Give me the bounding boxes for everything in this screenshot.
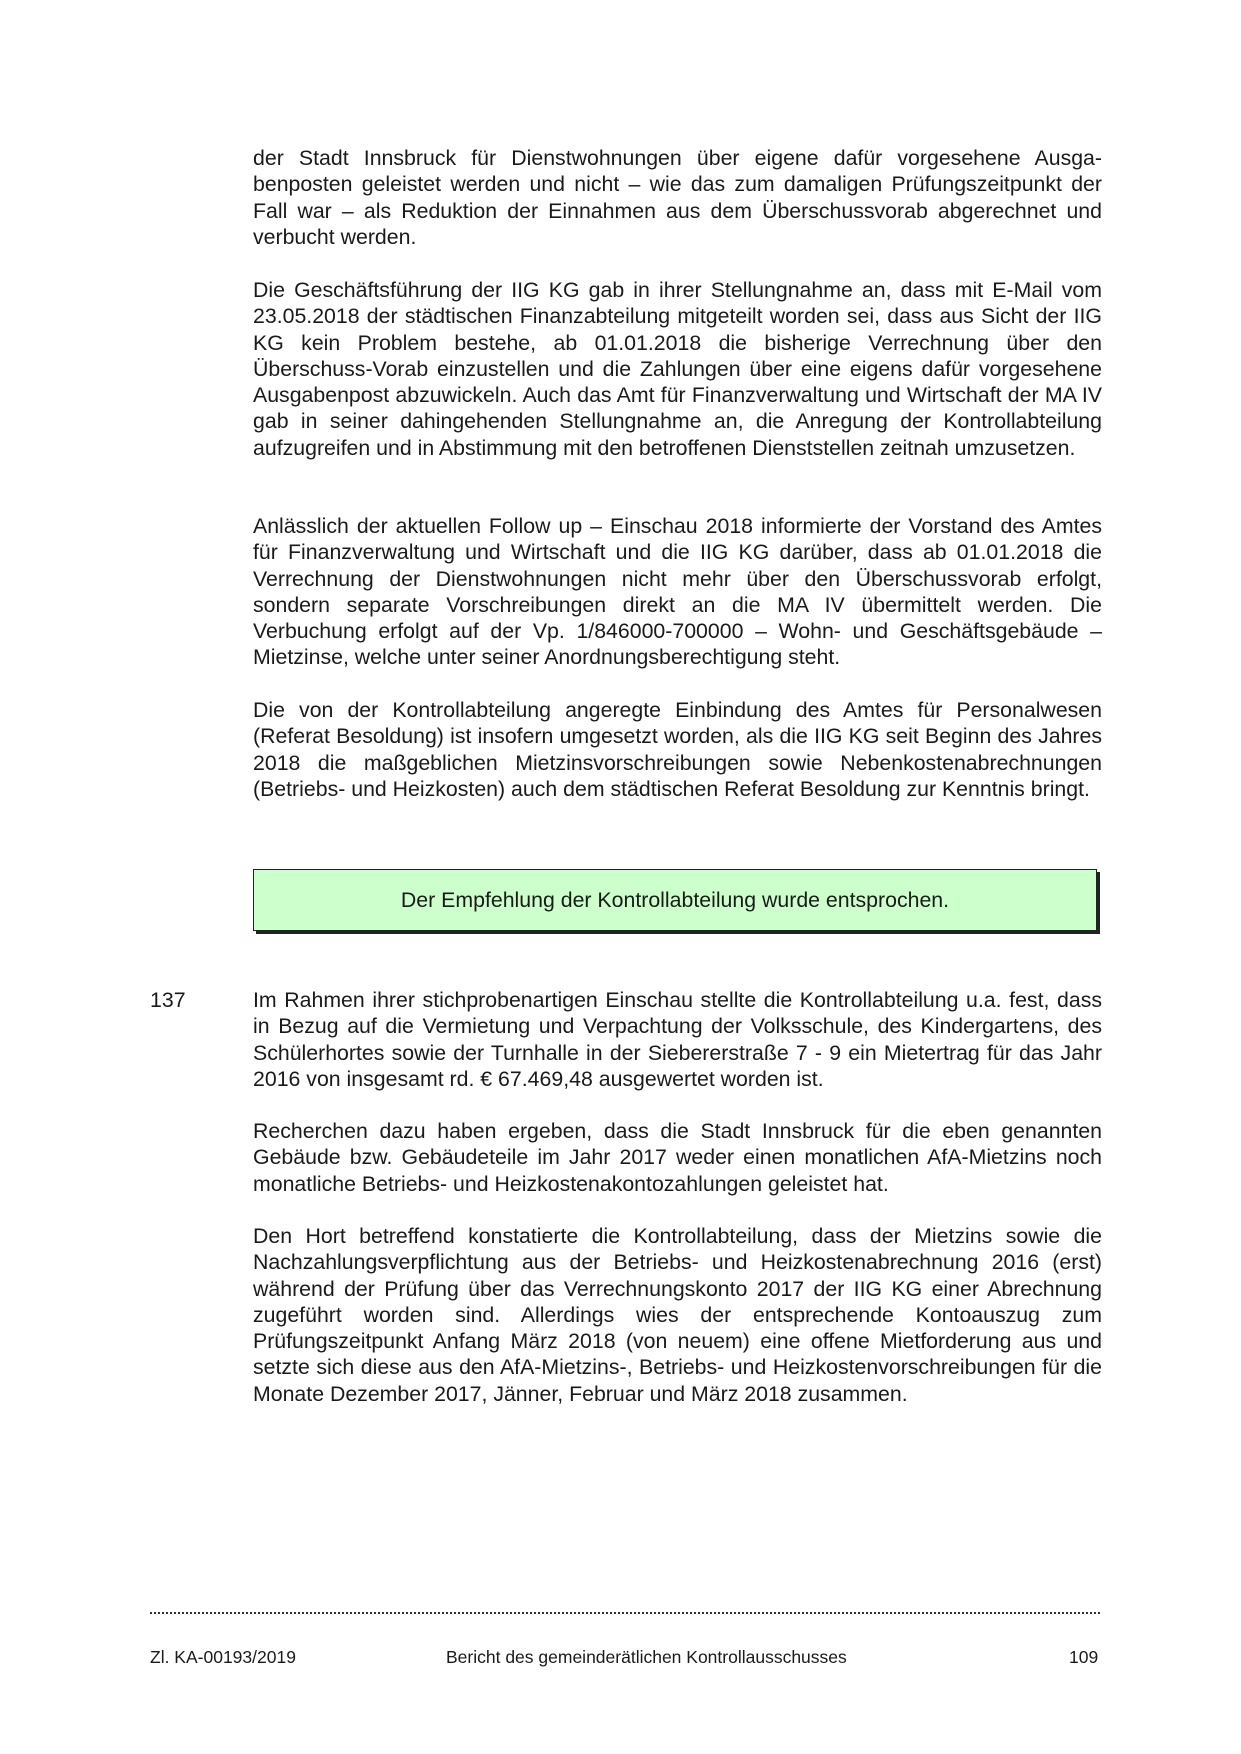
paragraph-management-statement: Die Geschäftsführung der IIG KG gab in ihrer Stellungnahme an, dass mit E-Mail vom 23.05.2018 der städtischen Finanzabteilung mitgeteilt worden sei, dass aus Sicht der IIG KG kein Problem bestehe, ab 01.01.2018 die bisherige Verrechnung über den Überschuss-Vorab einzustellen und die Zahlungen über eine eigens dafür vorgesehene Ausgabenpost abzuwickeln. Auch das Amt für Finanzverwaltung und Wirtschaft der MA IV gab in seiner dahingehenden Stellungnahme an, die Anregung der Kontrollabteilung aufzugreifen und in Abstimmung mit den betroffenen Dienststellen zeitnah umzusetzen. bbox=[253, 278, 1102, 460]
paragraph-number: 137 bbox=[150, 988, 186, 1012]
footer-dotted-rule bbox=[150, 1598, 1100, 1614]
footer-report-title: Bericht des gemeinderätlichen Kontrollausschusses bbox=[446, 1647, 847, 1667]
recommendation-status-box bbox=[253, 869, 1097, 931]
footer-page-number: 109 bbox=[1069, 1647, 1099, 1667]
paragraph-hort-findings: Den Hort betreffend konstatierte die Kontrollabteilung, dass der Mietzins sowie die Nachzahlungsverpflichtung aus der Betriebs- und Heizkostenabrechnung 2016 (erst) während der Prüfung über das Verrechnungskonto 2017 der IIG KG einer Abrechnung zugeführt worden sind. Allerdings wies der entsprechende Kontoauszug zum Prüfungszeitpunkt Anfang März 2018 (von neuem) eine offene Mietforderung aus und setzte sich diese aus den AfA-Mietzins-, Betriebs- und Heizkostenvorschreibungen für die Monate Dezember 2017, Jänner, Februar und März 2018 zusammen. bbox=[253, 1224, 1102, 1406]
paragraph-service-apartments-budget: der Stadt Innsbruck für Dienstwohnungen über eigene dafür vorgesehene Ausgabenposten geleistet werden und nicht – wie das zum damaligen Prüfungszeitpunkt der Fall war – als Reduktion der Einnahmen aus dem Überschussvorab abgerechnet und verbucht werden. bbox=[253, 146, 1102, 249]
paragraph-research-results: Recherchen dazu haben ergeben, dass die Stadt Innsbruck für die eben genannten Gebäude bzw. Gebäudeteile im Jahr 2017 weder einen monatlichen AfA-Mietzins noch monatliche Betriebs- und Heizkostenakontozahlungen geleistet hat. bbox=[253, 1119, 1102, 1196]
recommendation-status-text: Der Empfehlung der Kontrollabteilung wurde entsprochen. bbox=[400, 887, 950, 912]
footer-reference-number: Zl. KA-00193/2019 bbox=[150, 1647, 296, 1667]
paragraph-rental-income: Im Rahmen ihrer stichprobenartigen Einschau stellte die Kontrollabteilung u.a. fest, dass in Bezug auf die Vermietung und Verpachtung der Volksschule, des Kindergartens, des Schülerhortes sowie der Turnhalle in der Siebererstraße 7 - 9 ein Mietertrag für das Jahr 2016 von insgesamt rd. € 67.469,48 ausgewertet worden ist. bbox=[253, 988, 1102, 1091]
paragraph-personnel-office: Die von der Kontrollabteilung angeregte Einbindung des Amtes für Personalwesen (Referat Besoldung) ist insofern umgesetzt worden, als die IIG KG seit Beginn des Jahres 2018 die maßgeblichen Mietzinsvorschreibungen sowie Nebenkostenabrechnungen (Betriebs- und Heizkosten) auch dem städtischen Referat Besoldung zur Kenntnis bringt. bbox=[253, 698, 1102, 801]
paragraph-follow-up-2018: Anlässlich der aktuellen Follow up – Einschau 2018 informierte der Vorstand des Amtes für Finanzverwaltung und Wirtschaft und die IIG KG darüber, dass ab 01.01.2018 die Verrechnung der Dienstwohnungen nicht mehr über den Überschussvorab erfolgt, sondern separate Vorschreibungen direkt an die MA IV übermittelt werden. Die Verbuchung erfolgt auf der Vp. 1/846000-700000 – Wohn- und Geschäftsgebäude – Mietzinse, welche unter seiner Anordnungsberechtigung steht. bbox=[253, 514, 1102, 670]
